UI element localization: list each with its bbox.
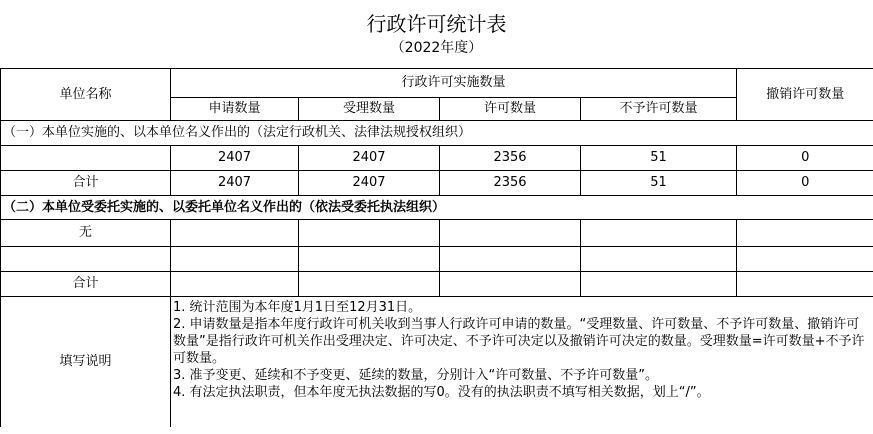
implement-group-header: 行政许可实施数量 xyxy=(171,69,737,98)
total-row xyxy=(1,272,873,297)
empty-cell xyxy=(171,272,299,297)
page-subtitle: （2022年度） xyxy=(390,40,483,56)
empty-cell xyxy=(581,247,737,272)
note-line: 2. 申请数量是指本年度行政许可机关收到当事人行政许可申请的数量。“受理数量、许可数量、不予许可数量、撤销许可数量”是指行政许可机关作出受理决定、许可决定、不予许可决定以及撤销许可决定的数量。受理数量=许可数量+不予许可数量。 xyxy=(173,317,865,366)
statistics-table xyxy=(0,68,873,427)
notes-content xyxy=(171,297,873,427)
note-line: 3. 准予变更、延续和不予变更、延续的数量，分别计入“许可数量、不予许可数量”。 xyxy=(173,368,659,383)
empty-cell xyxy=(299,247,440,272)
page-title: 行政许可统计表 xyxy=(366,12,507,36)
total-row xyxy=(1,171,873,196)
section2-title-row xyxy=(1,196,873,220)
total-label: 合计 xyxy=(1,272,171,297)
row-name: 无 xyxy=(1,220,171,247)
empty-cell xyxy=(1,247,171,272)
accept-header: 受理数量 xyxy=(299,98,440,121)
table-row xyxy=(1,247,873,272)
empty-cell xyxy=(581,220,737,247)
section2-title: （二）本单位受委托实施的、以委托单位名义作出的（依法受委托执法组织） xyxy=(1,196,873,220)
apply-cell: 2407 xyxy=(171,146,299,171)
notes-row xyxy=(1,297,873,427)
permit-cell: 2356 xyxy=(440,171,581,196)
deny-header: 不予许可数量 xyxy=(581,98,737,121)
note-line: 4. 有法定执法职责，但本年度无执法数据的写0。没有的执法职责不填写相关数据，划上“/”。 xyxy=(173,385,710,400)
apply-cell: 2407 xyxy=(171,171,299,196)
empty-cell xyxy=(440,220,581,247)
section1-title-row xyxy=(1,121,873,146)
permit-cell: 2356 xyxy=(440,146,581,171)
notes-label: 填写说明 xyxy=(1,297,171,427)
deny-cell: 51 xyxy=(581,171,737,196)
row-name xyxy=(1,146,171,171)
empty-cell xyxy=(299,220,440,247)
note-line: 1. 统计范围为本年度1月1日至12月31日。 xyxy=(173,300,422,315)
total-label: 合计 xyxy=(1,171,171,196)
accept-cell: 2407 xyxy=(299,146,440,171)
empty-cell xyxy=(299,272,440,297)
empty-cell xyxy=(737,220,873,247)
empty-cell xyxy=(440,272,581,297)
revoke-cell: 0 xyxy=(737,171,873,196)
empty-cell xyxy=(171,220,299,247)
table-row xyxy=(1,146,873,171)
table-row xyxy=(1,220,873,247)
revoke-cell: 0 xyxy=(737,146,873,171)
header-row-1 xyxy=(1,69,873,98)
empty-cell xyxy=(171,247,299,272)
empty-cell xyxy=(581,272,737,297)
accept-cell: 2407 xyxy=(299,171,440,196)
deny-cell: 51 xyxy=(581,146,737,171)
empty-cell xyxy=(737,247,873,272)
revoke-header: 撤销许可数量 xyxy=(737,69,873,121)
permit-header: 许可数量 xyxy=(440,98,581,121)
unit-name-header: 单位名称 xyxy=(1,69,171,121)
apply-header: 申请数量 xyxy=(171,98,299,121)
section1-title: （一）本单位实施的、以本单位名义作出的（法定行政机关、法律法规授权组织） xyxy=(1,121,873,146)
empty-cell xyxy=(737,272,873,297)
empty-cell xyxy=(440,247,581,272)
